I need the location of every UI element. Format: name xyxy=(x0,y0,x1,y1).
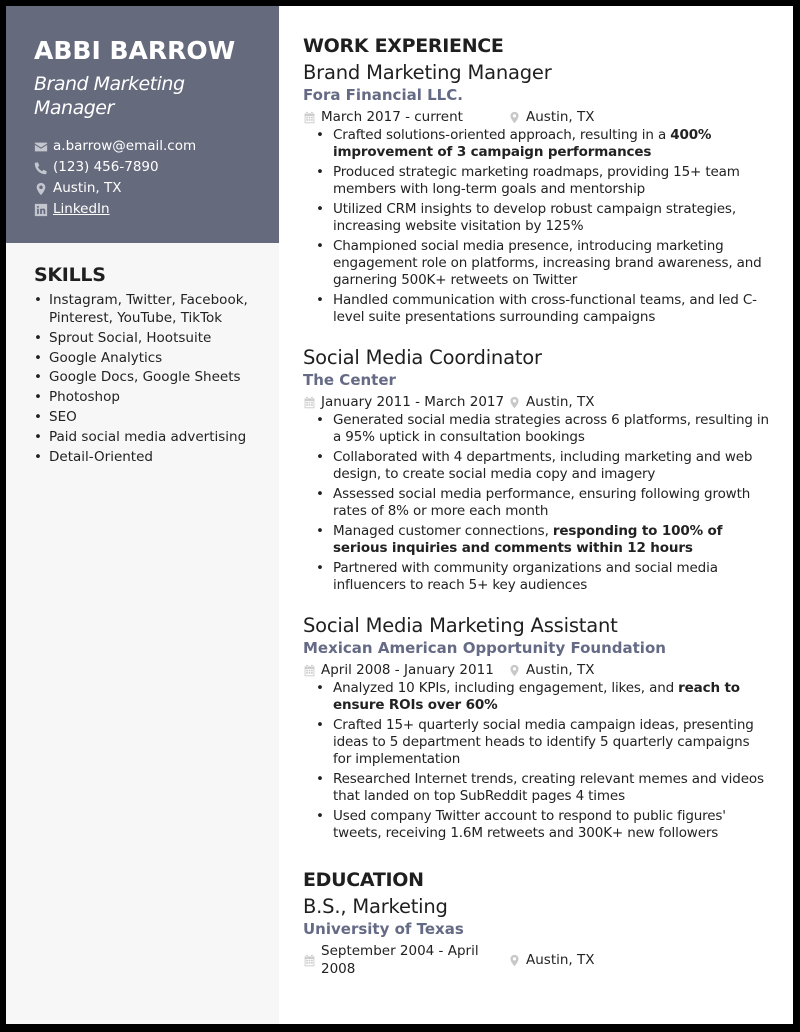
dates-text: March 2017 - current xyxy=(321,109,463,125)
bullet-item: • Produced strategic marketing roadmaps, providing 15+ team members with long-term goals and mentorship xyxy=(316,164,771,198)
dates-text: September 2004 - April 2008 xyxy=(321,943,479,977)
skill-item: • Instagram, Twitter, Facebook, Pinterest, YouTube, TikTok xyxy=(34,291,261,327)
job-location xyxy=(508,393,595,411)
company-name: Fora Financial LLC. xyxy=(303,86,463,104)
skills-section xyxy=(6,243,279,466)
skill-item: • Detail-Oriented xyxy=(34,448,261,466)
skill-item: • SEO xyxy=(34,408,261,426)
skill-item: • Google Analytics xyxy=(34,349,261,367)
job-bullets xyxy=(316,680,771,842)
job-entry xyxy=(303,345,771,594)
location-text: Austin, TX xyxy=(53,180,122,196)
resume-page xyxy=(6,6,793,1024)
contact-email xyxy=(34,136,259,157)
job-meta xyxy=(303,393,771,411)
skills-list xyxy=(34,291,261,466)
map-pin-icon xyxy=(508,664,521,677)
dates-text: January 2011 - March 2017 xyxy=(321,394,505,410)
main-content xyxy=(279,6,793,1024)
job-dates xyxy=(303,393,508,411)
bullet-item: • Managed customer connections, responding to 100% of serious inquiries and comments within 12 hours xyxy=(316,523,771,557)
phone-icon xyxy=(34,161,48,175)
calendar-icon xyxy=(303,664,316,677)
dates-text: April 2008 - January 2011 xyxy=(321,662,494,678)
skill-item: • Photoshop xyxy=(34,388,261,406)
company-name: Mexican American Opportunity Foundation xyxy=(303,639,666,657)
location-text: Austin, TX xyxy=(526,952,595,968)
calendar-icon xyxy=(303,111,316,124)
school-name: University of Texas xyxy=(303,920,464,938)
contact-location xyxy=(34,178,259,199)
bullet-item: • Crafted solutions-oriented approach, resulting in a 400% improvement of 3 campaign performances xyxy=(316,127,771,161)
job-title: Brand Marketing Manager xyxy=(303,61,552,84)
email-text: a.barrow@email.com xyxy=(53,138,197,154)
job-bullets xyxy=(316,412,771,594)
job-dates xyxy=(303,108,508,126)
job-title: Social Media Marketing Assistant xyxy=(303,614,618,637)
job-title: Social Media Coordinator xyxy=(303,346,542,369)
job-meta xyxy=(303,661,771,679)
bullet-item: • Assessed social media performance, ensuring following growth rates of 8% or more each month xyxy=(316,486,771,520)
job-dates xyxy=(303,661,508,679)
sidebar-header xyxy=(6,6,279,243)
job-entry xyxy=(303,613,771,842)
location-text: Austin, TX xyxy=(526,394,595,410)
job-location xyxy=(508,108,595,126)
degree: B.S., Marketing xyxy=(303,895,448,918)
education-entry xyxy=(303,894,771,978)
linkedin-link[interactable]: LinkedIn xyxy=(53,201,110,217)
bullet-item: • Used company Twitter account to respond to public figures' tweets, receiving 1.6M retweets and 300K+ new followers xyxy=(316,808,771,842)
skill-item: • Paid social media advertising xyxy=(34,428,261,446)
bullet-item: • Utilized CRM insights to develop robust campaign strategies, increasing website visitation by 125% xyxy=(316,201,771,235)
contact-phone xyxy=(34,157,259,178)
education-meta xyxy=(303,942,771,978)
job-location xyxy=(508,661,595,679)
bullet-item: • Collaborated with 4 departments, including marketing and web design, to create social media copy and imagery xyxy=(316,449,771,483)
education-section xyxy=(303,868,771,978)
education-heading: EDUCATION xyxy=(303,869,424,891)
envelope-icon xyxy=(34,140,48,154)
contact-linkedin[interactable] xyxy=(34,199,259,220)
bullet-item: • Partnered with community organizations and social media influencers to reach 5+ key audiences xyxy=(316,560,771,594)
job-meta xyxy=(303,108,771,126)
company-name: The Center xyxy=(303,371,396,389)
work-experience-heading: WORK EXPERIENCE xyxy=(303,35,504,57)
linkedin-icon xyxy=(34,203,48,217)
skill-item: • Sprout Social, Hootsuite xyxy=(34,329,261,347)
map-pin-icon xyxy=(508,954,521,967)
contact-list xyxy=(34,136,259,220)
bullet-item: • Crafted 15+ quarterly social media campaign ideas, presenting ideas to 5 department heads to identify 5 quarterly campaigns for implementation xyxy=(316,717,771,768)
work-experience-section xyxy=(303,34,771,842)
education-dates xyxy=(303,942,508,978)
calendar-icon xyxy=(303,396,316,409)
education-location xyxy=(508,942,595,978)
candidate-name: ABBI BARROW xyxy=(34,36,236,65)
map-pin-icon xyxy=(34,182,48,196)
skill-item: • Google Docs, Google Sheets xyxy=(34,368,261,386)
map-pin-icon xyxy=(508,111,521,124)
bullet-item: • Handled communication with cross-functional teams, and led C-level suite presentations surrounding campaigns xyxy=(316,292,771,326)
sidebar xyxy=(6,6,279,1024)
location-text: Austin, TX xyxy=(526,662,595,678)
map-pin-icon xyxy=(508,396,521,409)
calendar-icon xyxy=(303,954,316,967)
candidate-title: Brand Marketing Manager xyxy=(34,73,185,119)
skills-heading: SKILLS xyxy=(34,264,106,286)
phone-text: (123) 456-7890 xyxy=(53,159,159,175)
job-bullets xyxy=(316,127,771,326)
bullet-item: • Researched Internet trends, creating relevant memes and videos that landed on top SubReddit pages 4 times xyxy=(316,771,771,805)
location-text: Austin, TX xyxy=(526,109,595,125)
bullet-item: • Championed social media presence, introducing marketing engagement role on platforms, increasing brand awareness, and garnering 500K+ retweets on Twitter xyxy=(316,238,771,289)
bullet-item: • Generated social media strategies across 6 platforms, resulting in a 95% uptick in consultation bookings xyxy=(316,412,771,446)
bullet-item: • Analyzed 10 KPIs, including engagement, likes, and reach to ensure ROIs over 60% xyxy=(316,680,771,714)
job-entry xyxy=(303,60,771,326)
